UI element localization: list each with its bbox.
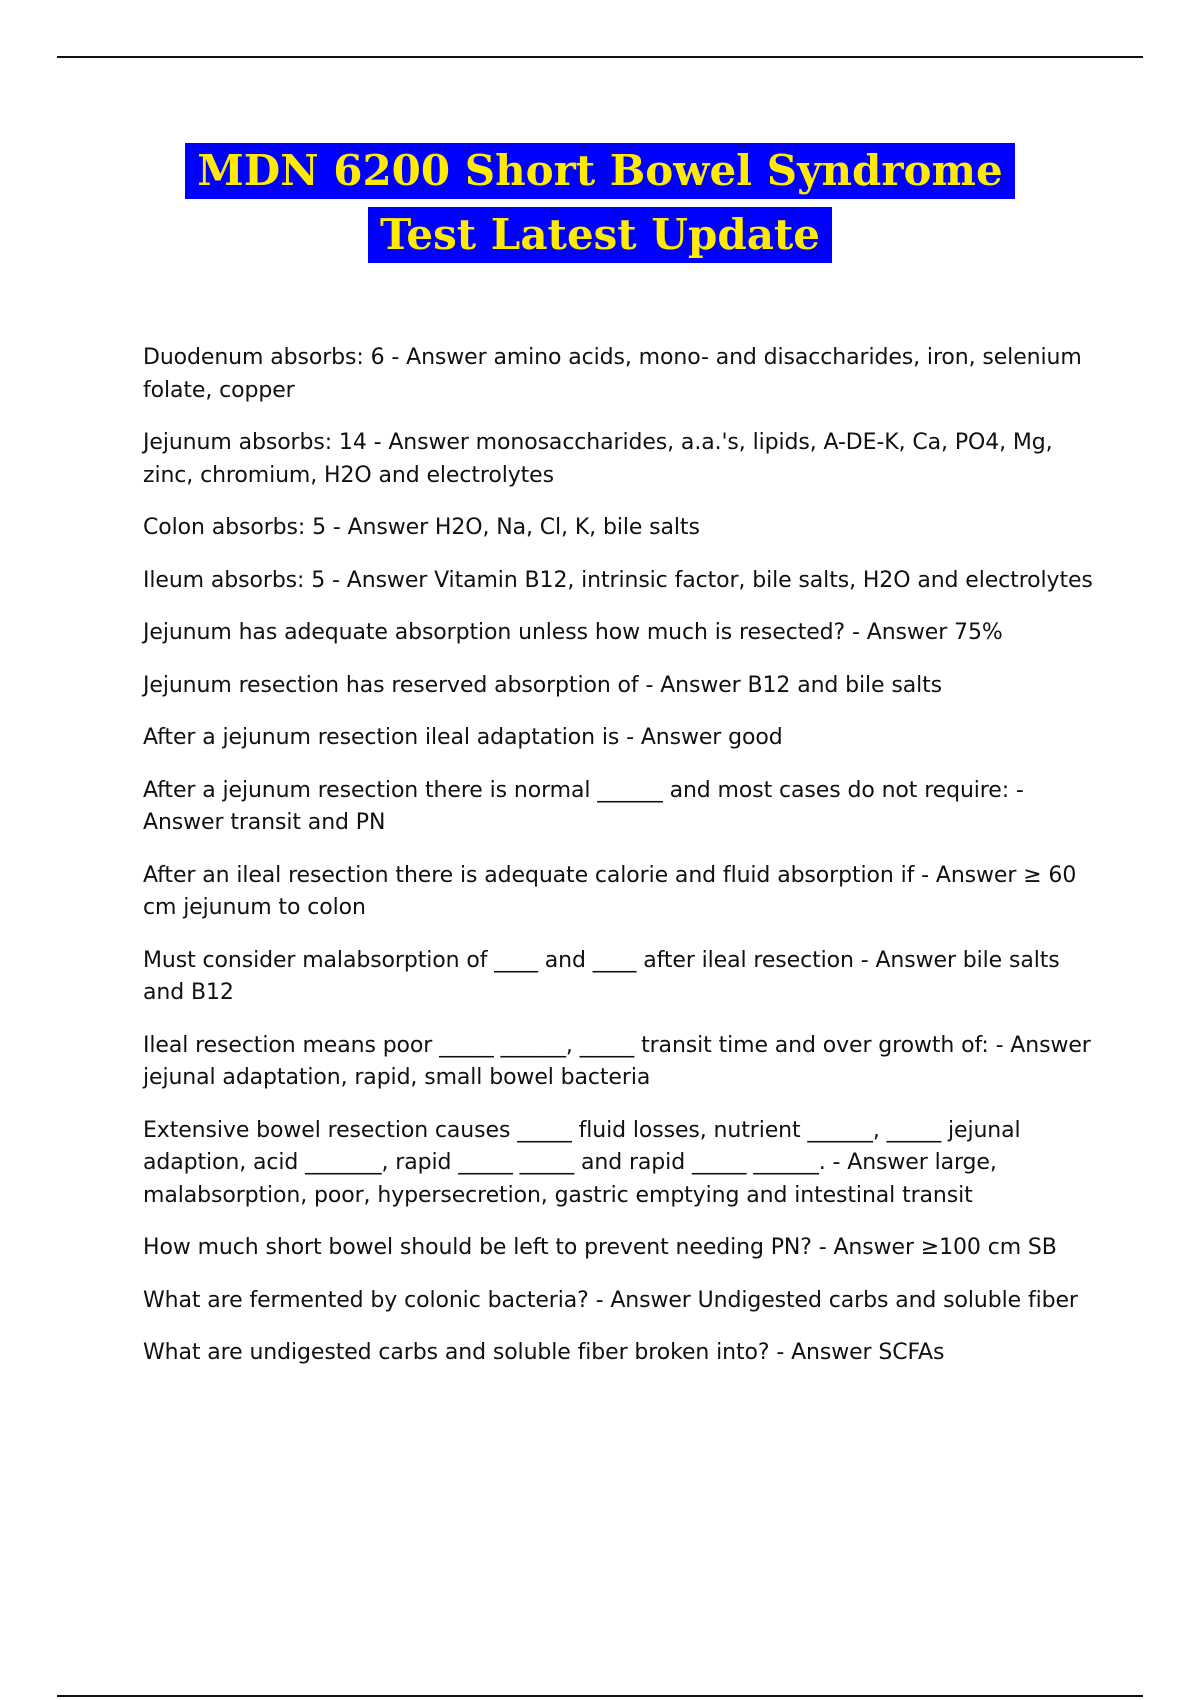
qa-item: After an ileal resection there is adequate calorie and fluid absorption if - Answer ≥ 60 cm jejunum to colon [143,862,1077,920]
header-rule [57,56,1143,58]
qa-item: Must consider malabsorption of ____ and ____ after ileal resection - Answer bile salts and B12 [143,947,1060,1005]
qa-item: Jejunum resection has reserved absorption of - Answer B12 and bile salts [143,672,943,698]
qa-item: Jejunum absorbs: 14 - Answer monosaccharides, a.a.'s, lipids, A-DE-K, Ca, PO4, Mg, zinc, chromium, H2O and electrolytes [143,430,1053,488]
title-line-1: MDN 6200 Short Bowel Syndrome [185,143,1014,199]
qa-item: After a jejunum resection ileal adaptation is - Answer good [143,725,783,750]
qa-item: Ileal resection means poor _____ ______, _____ transit time and over growth of: - Answer jejunal adaptation, rapid, small bowel bacteria [143,1032,1091,1090]
qa-item: How much short bowel should be left to prevent needing PN? - Answer ≥100 cm SB [143,1235,1057,1260]
qa-list [143,342,1098,1390]
qa-item: Ileum absorbs: 5 - Answer Vitamin B12, intrinsic factor, bile salts, H2O and electrolytes [143,567,1093,593]
footer-rule [57,1695,1143,1697]
qa-item: Duodenum absorbs: 6 - Answer amino acids, mono- and disaccharides, iron, selenium folate, copper [143,345,1082,403]
qa-item: What are undigested carbs and soluble fiber broken into? - Answer SCFAs [143,1340,945,1365]
qa-item: Jejunum has adequate absorption unless how much is resected? - Answer 75% [143,620,1003,645]
qa-item: What are fermented by colonic bacteria? - Answer Undigested carbs and soluble fiber [143,1287,1078,1313]
qa-item: Colon absorbs: 5 - Answer H2O, Na, Cl, K, bile salts [143,515,700,540]
qa-item: After a jejunum resection there is normal ______ and most cases do not require: - Answer transit and PN [143,777,1024,835]
qa-item: Extensive bowel resection causes _____ fluid losses, nutrient ______, _____ jejunal adaption, acid _______, rapid _____ _____ and rapid _____ ______. - Answer large, malabsorption, poor, hypersecretion, gastric emptying and intestinal transit [143,1117,1021,1208]
document-title [0,143,1200,263]
title-line-2: Test Latest Update [368,207,832,263]
